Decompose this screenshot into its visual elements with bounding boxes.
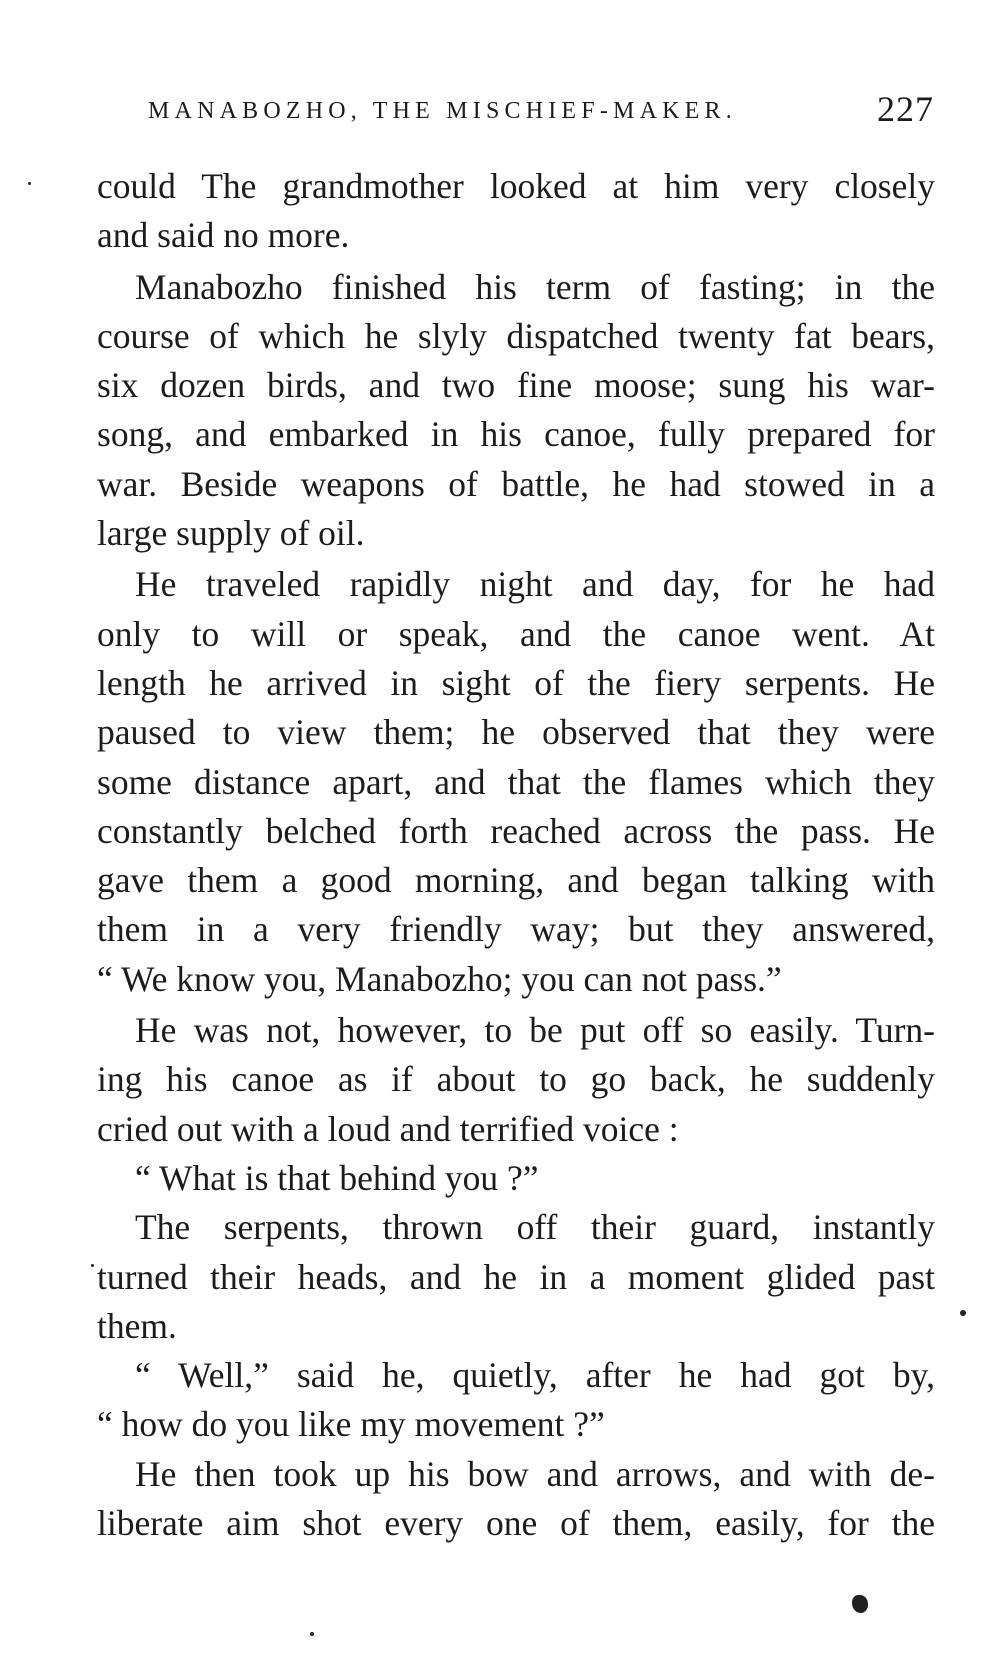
text-line: could The grandmother looked at him very closely bbox=[97, 166, 935, 206]
text-line: He was not, however, to be put off so easily. Turn- bbox=[135, 1010, 935, 1051]
text-line: length he arrived in sight of the fiery serpents. He bbox=[97, 662, 935, 703]
text-line: “ We know you, Manabozho; you can not pass.” bbox=[97, 958, 782, 999]
text-line: Manabozho finished his term of fasting; in the bbox=[135, 266, 935, 307]
paragraph bbox=[97, 1450, 935, 1549]
text-line: gave them a good morning, and began talking with bbox=[97, 860, 935, 901]
text-line: The serpents, thrown off their guard, instantly bbox=[135, 1207, 935, 1248]
text-line: “ how do you like my movement ?” bbox=[97, 1404, 605, 1445]
ink-speck bbox=[960, 1310, 966, 1316]
text-line: He then took up his bow and arrows, and with de- bbox=[135, 1453, 935, 1494]
ink-speck bbox=[91, 1264, 94, 1267]
text-line: turned their heads, and he in a moment glided past bbox=[97, 1256, 935, 1297]
ink-speck bbox=[852, 1595, 868, 1613]
paragraph bbox=[97, 263, 935, 559]
text-line: song, and embarked in his canoe, fully prepared for bbox=[97, 414, 935, 455]
text-line: six dozen birds, and two fine moose; sung his war- bbox=[97, 365, 935, 406]
text-line: ing his canoe as if about to go back, he suddenly bbox=[97, 1059, 935, 1100]
text-line: only to will or speak, and the canoe went. At bbox=[97, 613, 935, 654]
page-number: 227 bbox=[877, 89, 934, 129]
text-line: “ Well,” said he, quietly, after he had got by, bbox=[135, 1355, 935, 1396]
ink-speck bbox=[28, 182, 31, 185]
running-head: MANABOZHO, THE MISCHIEF-MAKER. bbox=[148, 98, 737, 124]
text-line: and said no more. bbox=[97, 215, 350, 256]
paragraph bbox=[97, 1203, 935, 1351]
text-line: them. bbox=[97, 1305, 177, 1346]
page-header bbox=[148, 88, 934, 138]
text-line: large supply of oil. bbox=[97, 513, 365, 554]
paragraph bbox=[97, 560, 935, 1004]
text-line: some distance apart, and that the flames which they bbox=[97, 761, 935, 802]
ink-speck bbox=[310, 1632, 314, 1636]
text-line: He traveled rapidly night and day, for he had bbox=[135, 564, 935, 605]
text-line: constantly belched forth reached across the pass. He bbox=[97, 810, 935, 851]
paragraph bbox=[97, 1351, 935, 1450]
paragraph bbox=[97, 1154, 935, 1203]
text-line: them in a very friendly way; but they answered, bbox=[97, 909, 935, 950]
text-line: course of which he slyly dispatched twenty fat bears, bbox=[97, 315, 935, 356]
text-line: cried out with a loud and terrified voice : bbox=[97, 1108, 679, 1149]
text-line: liberate aim shot every one of them, easily, for the bbox=[97, 1503, 935, 1544]
body-text bbox=[97, 162, 935, 1548]
paragraph bbox=[97, 162, 935, 261]
text-line: “ What is that behind you ?” bbox=[135, 1157, 539, 1198]
text-line: war. Beside weapons of battle, he had stowed in a bbox=[97, 463, 935, 504]
text-line: paused to view them; he observed that they were bbox=[97, 712, 935, 753]
paragraph bbox=[97, 1006, 935, 1154]
